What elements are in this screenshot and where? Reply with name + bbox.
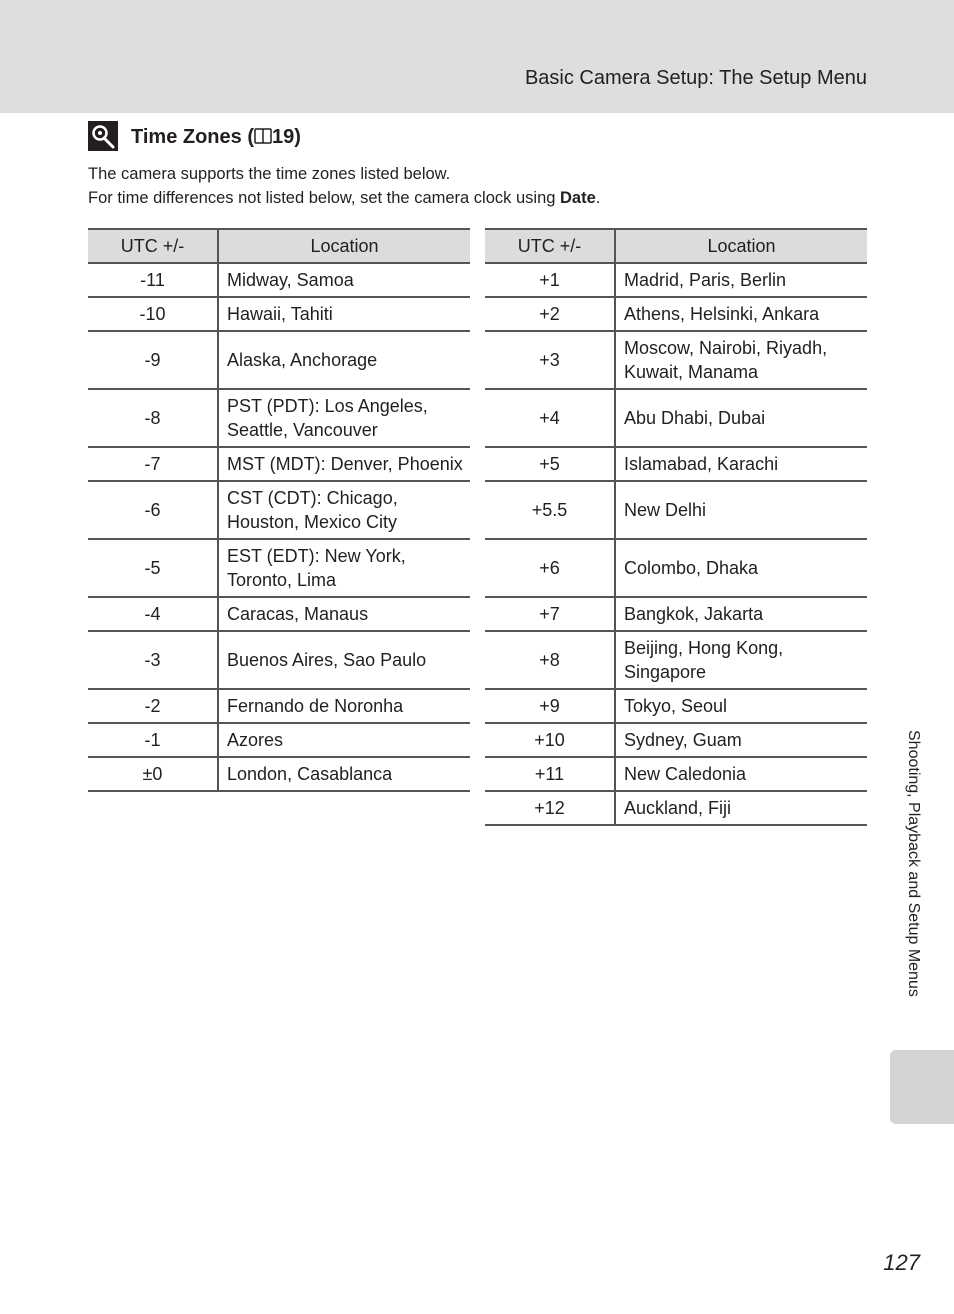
- table-row: [88, 297, 470, 331]
- table-row: [485, 481, 867, 539]
- table-row: [485, 263, 867, 297]
- location: Tokyo, Seoul: [615, 689, 867, 723]
- table-row: [485, 723, 867, 757]
- utc-offset: +1: [485, 263, 615, 297]
- location: Moscow, Nairobi, Riyadh, Kuwait, Manama: [615, 331, 867, 389]
- location: New Delhi: [615, 481, 867, 539]
- utc-offset: +10: [485, 723, 615, 757]
- location: Azores: [218, 723, 470, 757]
- intro-line-2-end: .: [595, 189, 601, 207]
- utc-offset: +4: [485, 389, 615, 447]
- location: Islamabad, Karachi: [615, 447, 867, 481]
- intro-line-2: [88, 186, 600, 210]
- table-row: [485, 791, 867, 825]
- table-row: [88, 631, 470, 689]
- header-band: [0, 0, 954, 113]
- date-menu-reference: Date: [560, 189, 596, 207]
- intro-line-2-text: For time differences not listed below, set the camera clock using: [88, 189, 561, 207]
- utc-offset: -1: [88, 723, 218, 757]
- time-zone-table-right: [485, 228, 867, 826]
- utc-offset: -10: [88, 297, 218, 331]
- table-row: [485, 447, 867, 481]
- table-row: [485, 389, 867, 447]
- location: Hawaii, Tahiti: [218, 297, 470, 331]
- section-title-suffix: ): [294, 126, 301, 148]
- section-title: [131, 126, 301, 149]
- location: Abu Dhabi, Dubai: [615, 389, 867, 447]
- table-row: [88, 689, 470, 723]
- setup-menu-icon: [88, 121, 118, 151]
- table-row: [485, 631, 867, 689]
- intro-line-1: The camera supports the time zones listed below.: [88, 165, 451, 183]
- utc-offset: -11: [88, 263, 218, 297]
- utc-offset: -7: [88, 447, 218, 481]
- location: Auckland, Fiji: [615, 791, 867, 825]
- table-row: [485, 757, 867, 791]
- location: Buenos Aires, Sao Paulo: [218, 631, 470, 689]
- location: Athens, Helsinki, Ankara: [615, 297, 867, 331]
- chapter-side-label: Shooting, Playback and Setup Menus: [905, 730, 922, 997]
- table-row: [485, 331, 867, 389]
- utc-offset: -5: [88, 539, 218, 597]
- utc-offset: -4: [88, 597, 218, 631]
- location: Beijing, Hong Kong, Singapore: [615, 631, 867, 689]
- utc-offset: +3: [485, 331, 615, 389]
- location: Madrid, Paris, Berlin: [615, 263, 867, 297]
- location: Bangkok, Jakarta: [615, 597, 867, 631]
- column-header-utc: UTC +/-: [88, 229, 218, 263]
- location: Sydney, Guam: [615, 723, 867, 757]
- table-row: [88, 757, 470, 791]
- utc-offset: +8: [485, 631, 615, 689]
- utc-offset: +5.5: [485, 481, 615, 539]
- utc-offset: +6: [485, 539, 615, 597]
- section-title-text: Time Zones (: [131, 126, 254, 148]
- utc-offset: -8: [88, 389, 218, 447]
- table-row: [485, 597, 867, 631]
- column-header-location: Location: [218, 229, 470, 263]
- column-header-location: Location: [615, 229, 867, 263]
- section-ref-page: 19: [272, 126, 295, 148]
- header-title: Basic Camera Setup: The Setup Menu: [524, 67, 867, 89]
- location: Midway, Samoa: [218, 263, 470, 297]
- table-row: [485, 297, 867, 331]
- utc-offset: +11: [485, 757, 615, 791]
- table-row: [88, 263, 470, 297]
- table-row: [485, 689, 867, 723]
- location: Fernando de Noronha: [218, 689, 470, 723]
- table-row: [88, 389, 470, 447]
- table-row: [88, 597, 470, 631]
- location: New Caledonia: [615, 757, 867, 791]
- utc-offset: -6: [88, 481, 218, 539]
- utc-offset: -2: [88, 689, 218, 723]
- intro-text: [88, 162, 600, 210]
- utc-offset: +12: [485, 791, 615, 825]
- location: Alaska, Anchorage: [218, 331, 470, 389]
- page-number: 127: [883, 1250, 920, 1275]
- time-zone-table-left: [88, 228, 470, 792]
- utc-offset: ±0: [88, 757, 218, 791]
- utc-offset: -9: [88, 331, 218, 389]
- table-row: [88, 723, 470, 757]
- location: PST (PDT): Los Angeles, Seattle, Vancouver: [218, 389, 470, 447]
- table-row: [88, 539, 470, 597]
- location: MST (MDT): Denver, Phoenix: [218, 447, 470, 481]
- table-row: [88, 331, 470, 389]
- location: London, Casablanca: [218, 757, 470, 791]
- book-icon: [254, 127, 272, 145]
- table-row: [88, 447, 470, 481]
- location: Colombo, Dhaka: [615, 539, 867, 597]
- location: CST (CDT): Chicago, Houston, Mexico City: [218, 481, 470, 539]
- utc-offset: +5: [485, 447, 615, 481]
- location: EST (EDT): New York, Toronto, Lima: [218, 539, 470, 597]
- column-header-utc: UTC +/-: [485, 229, 615, 263]
- location: Caracas, Manaus: [218, 597, 470, 631]
- table-row: [88, 481, 470, 539]
- utc-offset: +9: [485, 689, 615, 723]
- chapter-tab: [890, 1050, 954, 1124]
- utc-offset: +7: [485, 597, 615, 631]
- utc-offset: -3: [88, 631, 218, 689]
- utc-offset: +2: [485, 297, 615, 331]
- table-row: [485, 539, 867, 597]
